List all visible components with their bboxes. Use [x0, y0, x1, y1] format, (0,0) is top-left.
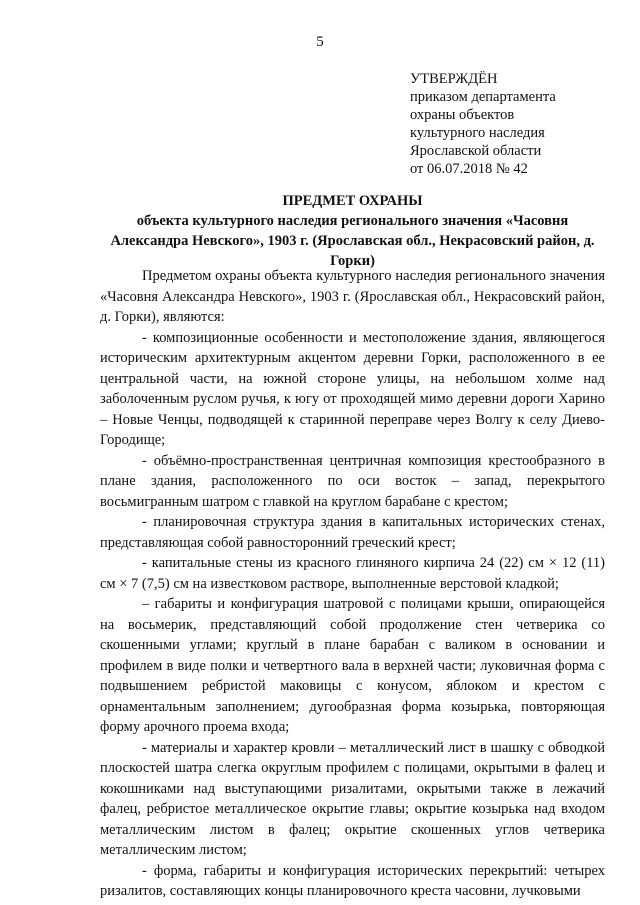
approval-block [410, 70, 630, 178]
paragraph-intro: Предметом охраны объекта культурного наследия регионального значения «Часовня Александра Невского», 1903 г. (Ярославская обл., Некрасовский район, д. Горки), являются: [100, 268, 605, 325]
paragraph-item: – габариты и конфигурация шатровой с полицами крыши, опирающейся на восьмерик, представляющий собой продолжение стен четверика со скошенными углами; круглый в плане барабан с валиком в основании и профилем в виде полки и четвертного вала в верхней части; луковичная форма с подвышением ребристой маковицы с конусом, яблоком и крестом с орнаментальным заполнением; дугообразная форма козырька, повторяющая форму арочного проема входа; [100, 596, 605, 735]
page-number: 5 [316, 34, 324, 50]
paragraph-item: - композиционные особенности и местоположение здания, являющегося историческим архитектурным акцентом деревни Горки, расположенного в ее центральной части, на южной стороне улицы, на небольшом холме над заболоченным руслом ручья, к югу от проходящей мимо деревни дороги Харино – Новые Ченцы, подводящей к старинной переправе через Волгу к селу Диево-Городище; [100, 329, 605, 448]
document-title: ПРЕДМЕТ ОХРАНЫ [282, 193, 423, 209]
paragraph-item: - объёмно-пространственная центричная композиция крестообразного в плане здания, расположенного по оси восток – запад, перекрытого восьмигранным шатром с главкой на круглом барабане с крестом; [100, 452, 605, 510]
document-subtitle: объекта культурного наследия регионального значения «Часовня Александра Невского», 1903 г. (Ярославская обл., Некрасовский район, д. Горки) [110, 213, 595, 269]
approval-line: от 06.07.2018 № 42 [410, 161, 528, 177]
approval-line: приказом департамента [410, 89, 556, 105]
paragraph-item: - материалы и характер кровли – металлический лист в шашку с обводкой плоскостей шатра слегка округлым профилем с полицами, окрытыми в фалец и кокошниками над выступающими ризалитами, окрытыми также в лежачий фалец, ребристое металлическое окрытие главы; окрытие козырька над входом металлическим листом в фалец; окрытие скошенных углов четверика металлическим листом; [100, 739, 605, 858]
approval-line: Ярославской области [410, 143, 542, 159]
paragraph-item: - форма, габариты и конфигурация исторических перекрытий: четырех ризалитов, составляющих концы планировочного креста часовни, лучковыми [100, 862, 605, 899]
approval-line: культурного наследия [410, 125, 545, 141]
paragraph-item: - капитальные стены из красного глиняного кирпича 24 (22) см × 12 (11) см × 7 (7,5) см на известковом растворе, выполненные верстовой кладкой; [100, 555, 605, 592]
document-body [100, 266, 605, 902]
approval-line: УТВЕРЖДЁН [410, 71, 498, 87]
approval-line: охраны объектов [410, 107, 515, 123]
paragraph-item: - планировочная структура здания в капитальных исторических стенах, представляющая собой равносторонний греческий крест; [100, 514, 605, 551]
